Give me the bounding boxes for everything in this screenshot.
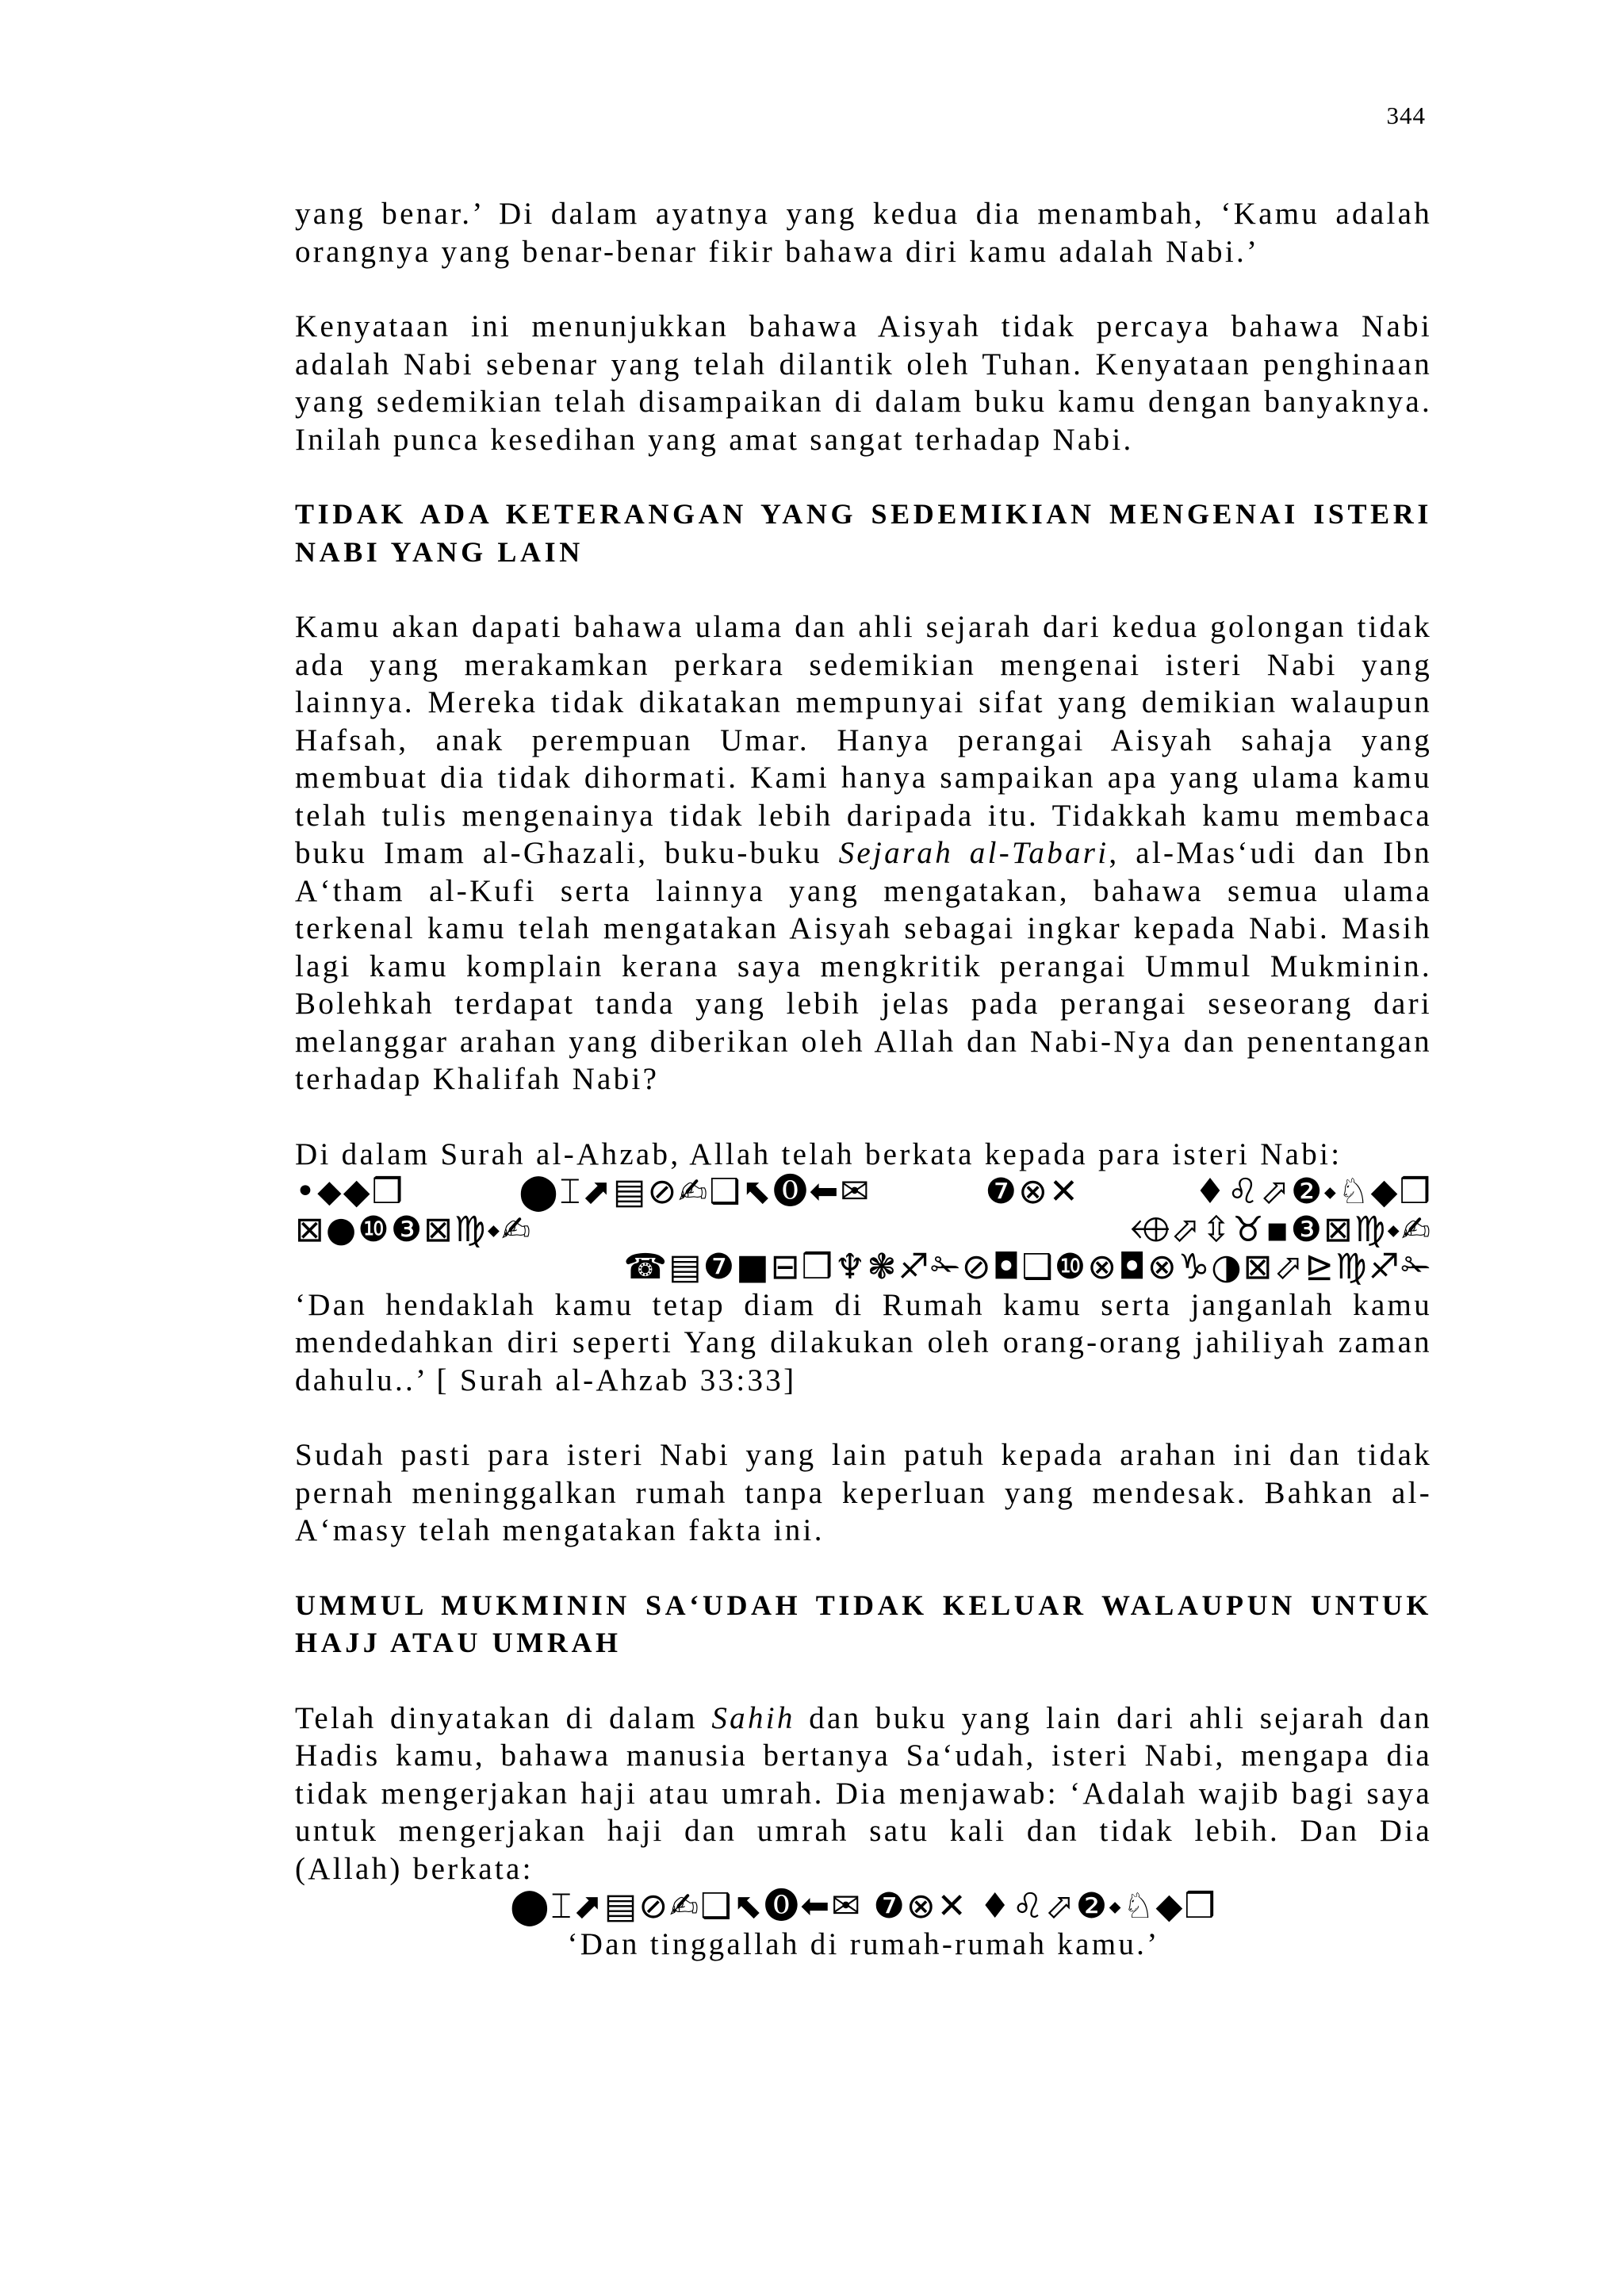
arabic-word: ♦♌⬀❷⬩♘◆❒ <box>979 1886 1217 1926</box>
paragraph-6 <box>295 1700 1432 1888</box>
arabic-verse-line-4 <box>295 1888 1432 1926</box>
verse-translation-1: ‘Dan hendaklah kamu tetap diam di Rumah kamu serta janganlah kamu mendedahkan diri seperti Yang dilakukan oleh orang-orang jahiliyah zaman dahulu..’ [ Surah al-Ahzab 33:33] <box>295 1287 1432 1397</box>
paragraph-6-text-a: Telah dinyatakan di dalam <box>295 1700 712 1735</box>
paragraph-4-intro: Di dalam Surah al-Ahzab, Allah telah berkata kepada para isteri Nabi: <box>295 1137 1342 1171</box>
arabic-verse-block <box>295 1173 1432 1286</box>
arabic-word: ⬤⌶⬈▤⊘✍❑⬉⓿⬅✉ <box>519 1171 871 1212</box>
paragraph-3-text-a: Kamu akan dapati bahawa ulama dan ahli sejarah dari kedua golongan tidak ada yang merakamkan perkara sedemikian mengenai isteri Nabi yang lainnya. Mereka tidak dikatakan mempunyai sifat yang demikian walaupun Hafsah, anak perempuan Umar. Hanya perangai Aisyah sahaja yang membuat dia tidak dihormati. Kami hanya sampaikan apa yang ulama kamu telah tulis mengenainya tidak lebih daripada itu. Tidakkah kamu membaca buku Imam al-Ghazali, buku-buku <box>295 610 1432 870</box>
paragraph-2: Kenyataan ini menunjukkan bahawa Aisyah tidak percaya bahawa Nabi adalah Nabi sebenar yang telah dilantik oleh Tuhan. Kenyataan penghinaan yang sedemikian telah disampaikan di dalam buku kamu dengan banyaknya. Inilah punca kesedihan yang amat sangat terhadap Nabi. <box>295 309 1432 457</box>
arabic-word: ❼⊗✕ <box>873 1886 968 1926</box>
page-number: 344 <box>1386 102 1426 129</box>
arabic-word: ⬲⬀⇳♉▪❸⊠♍⬩✍ <box>1131 1209 1432 1250</box>
arabic-word: ⊠●❿❸⊠♍⬩✍ <box>295 1209 533 1250</box>
arabic-verse-line-1 <box>295 1173 1432 1211</box>
paragraph-1: yang benar.’ Di dalam ayatnya yang kedua dia menambah, ‘Kamu adalah orangnya yang benar-benar fikir bahawa diri kamu adalah Nabi.’ <box>295 197 1432 269</box>
arabic-word: ⬤⌶⬈▤⊘✍❑⬉⓿⬅✉ <box>510 1886 863 1926</box>
paragraph-6-text-b: dan buku yang lain dari ahli sejarah dan Hadis kamu, bahawa manusia bertanya Sa‘udah, isteri Nabi, mengapa dia tidak mengerjakan haji atau umrah. Dia menjawab: ‘Adalah wajib bagi saya untuk mengerjakan haji dan umrah satu kali dan tidak lebih. Dan Dia (Allah) berkata: <box>295 1700 1432 1886</box>
book-title-italic: Sejarah al-Tabari <box>838 836 1109 870</box>
arabic-word: ☎▤❼■⊟❒♆❃♐✁⊘◘❑❿⊗◘⊗♑◑⊠⬀⊵♍♐✁ <box>623 1247 1432 1287</box>
section-heading-1: TIDAK ADA KETERANGAN YANG SEDEMIKIAN MENGENAI ISTERI NABI YANG LAIN <box>295 498 1432 568</box>
paragraph-3 <box>295 608 1432 1098</box>
book-title-italic: Sahih <box>711 1700 795 1735</box>
arabic-word: •⬥◆❒ <box>295 1171 405 1212</box>
arabic-word: ♦♌⬀❷⬩♘◆❒ <box>1194 1171 1432 1212</box>
paragraph-3-text-b: , al-Mas‘udi dan Ibn A‘tham al-Kufi serta lainnya yang mengatakan, bahawa semua ulama terkenal kamu telah mengatakan Aisyah sebagai ingkar kepada Nabi. Masih lagi kamu komplain kerana saya mengkritik perangai Ummul Mukminin. Bolehkah terdapat tanda yang lebih jelas pada perangai seseorang dari melanggar arahan yang diberikan oleh Allah dan Nabi-Nya dan penentangan terhadap Khalifah Nabi? <box>295 836 1432 1096</box>
page-content <box>295 195 1432 1963</box>
section-heading-2: UMMUL MUKMININ SA‘UDAH TIDAK KELUAR WALAUPUN UNTUK HAJJ ATAU UMRAH <box>295 1589 1432 1658</box>
verse-translation-2: ‘Dan tinggallah di rumah-rumah kamu.’ <box>567 1926 1160 1961</box>
paragraph-5: Sudah pasti para isteri Nabi yang lain patuh kepada arahan ini dan tidak pernah meninggalkan rumah tanpa keperluan yang mendesak. Bahkan al-A‘masy telah mengatakan fakta ini. <box>295 1438 1432 1547</box>
arabic-word: ❼⊗✕ <box>985 1171 1080 1212</box>
arabic-verse-line-3 <box>295 1248 1432 1286</box>
arabic-verse-line-2 <box>295 1211 1432 1249</box>
